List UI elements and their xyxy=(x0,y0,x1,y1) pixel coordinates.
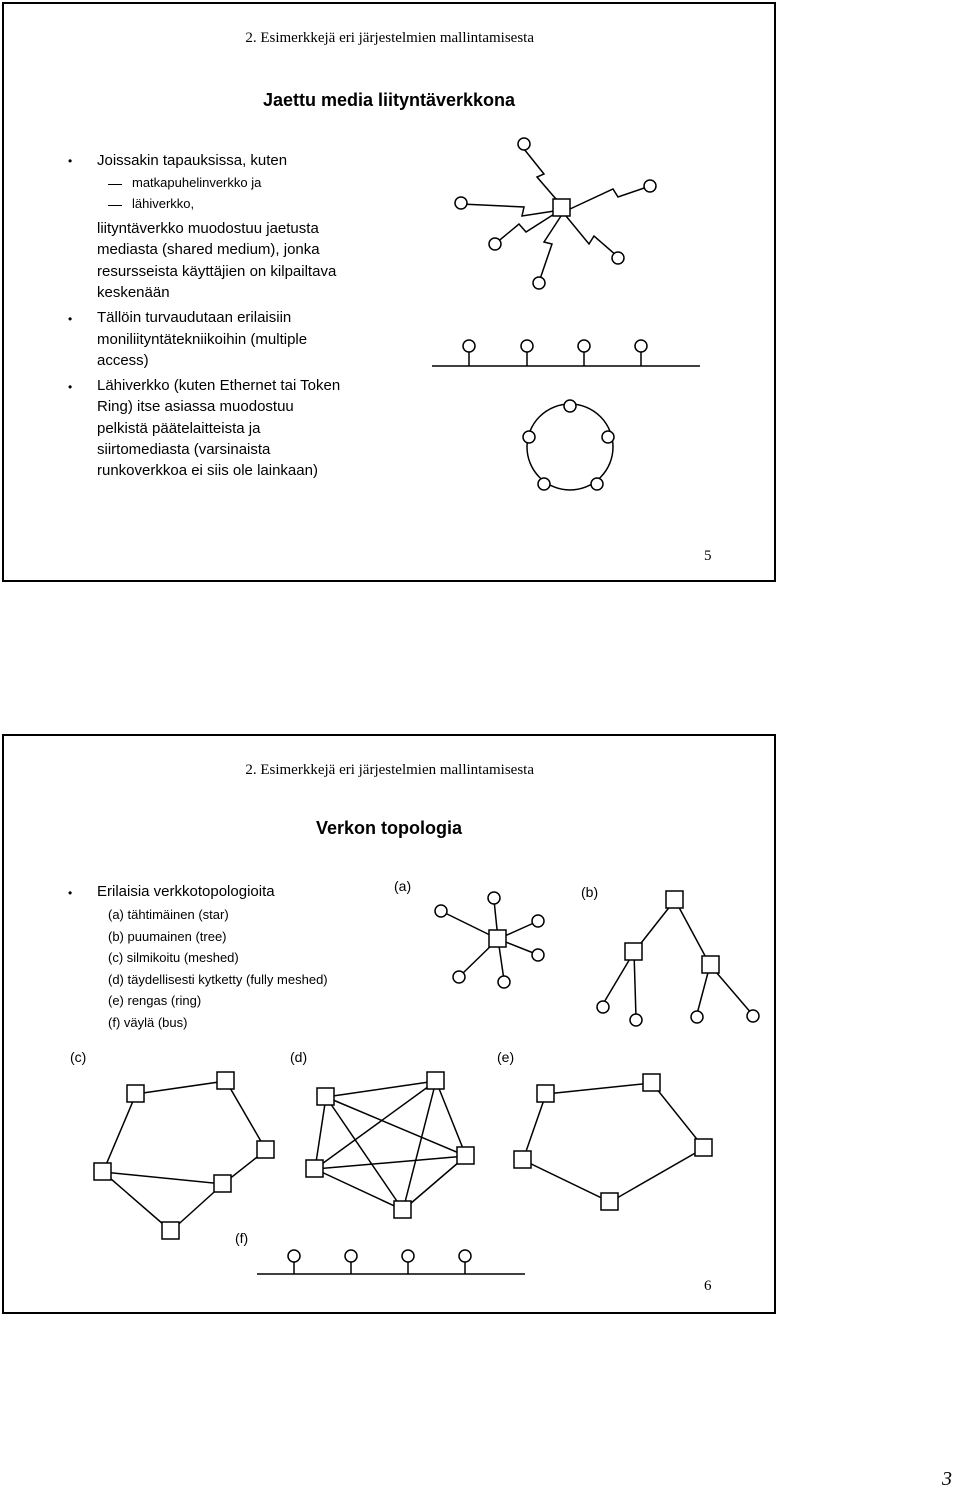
ring-node xyxy=(591,478,603,490)
mesh-node xyxy=(94,1163,111,1180)
terminal-node xyxy=(532,915,544,927)
mesh-node xyxy=(214,1175,231,1192)
diagram-label-a: (a) xyxy=(394,878,412,894)
bullet-dot: • xyxy=(68,154,73,168)
topology-diagrams xyxy=(4,736,778,1316)
list-item: (d) täydellisesti kytketty (fully meshed) xyxy=(108,972,328,987)
terminal-node xyxy=(453,971,465,983)
slide-5 xyxy=(2,2,776,582)
wireless-link xyxy=(539,216,561,282)
bullet-text: liityntäverkko muodostuu jaetusta xyxy=(97,220,319,237)
ring-node xyxy=(695,1139,712,1156)
list-item: (a) tähtimäinen (star) xyxy=(108,907,229,922)
terminal-node xyxy=(532,949,544,961)
bus-node xyxy=(635,340,647,352)
bullet-dot: • xyxy=(68,886,73,900)
ring-line xyxy=(527,404,613,490)
ring-node xyxy=(602,431,614,443)
ring-node xyxy=(643,1074,660,1091)
ring-node xyxy=(523,431,535,443)
full-mesh-node xyxy=(457,1147,474,1164)
network-diagrams xyxy=(4,4,778,584)
tree-node xyxy=(625,943,642,960)
slide-title: Jaettu media liityntäverkkona xyxy=(262,90,516,110)
terminal-node xyxy=(435,905,447,917)
full-mesh-node xyxy=(394,1201,411,1218)
diagram-label-e: (e) xyxy=(497,1049,515,1065)
wireless-link xyxy=(566,216,617,256)
bus-node xyxy=(402,1250,414,1262)
terminal-node xyxy=(533,277,545,289)
ring-node xyxy=(564,400,576,412)
terminal-node xyxy=(498,976,510,988)
bullet-text: moniliityntätekniikoihin (multiple xyxy=(97,331,308,348)
document-page-number: 3 xyxy=(942,1468,952,1490)
bullet-text: access) xyxy=(97,352,149,369)
bullet-text: keskenään xyxy=(97,284,170,301)
slide-title: Verkon topologia xyxy=(315,818,462,838)
bullet-text: pelkistä päätelaitteista ja xyxy=(97,420,261,437)
bullet-text: resursseista käyttäjien on kilpailtava xyxy=(97,263,337,280)
list-item: (c) silmikoitu (meshed) xyxy=(108,950,239,965)
leaf-node xyxy=(597,1001,609,1013)
ring-node xyxy=(538,478,550,490)
bullet-text: Ring) itse asiassa muodostuu xyxy=(97,398,294,415)
leaf-node xyxy=(691,1011,703,1023)
terminal-node xyxy=(644,180,656,192)
mesh-node xyxy=(162,1222,179,1239)
diagram-label-d: (d) xyxy=(290,1049,308,1065)
ring-node xyxy=(514,1151,531,1168)
leaf-node xyxy=(747,1010,759,1022)
ring-node xyxy=(537,1085,554,1102)
terminal-node xyxy=(488,892,500,904)
full-mesh-node xyxy=(306,1160,323,1177)
terminal-node xyxy=(612,252,624,264)
slide-header: 2. Esimerkkejä eri järjestelmien mallintamisesta xyxy=(245,762,534,778)
wireless-link xyxy=(570,186,650,209)
sub-item: lähiverkko, xyxy=(132,196,195,211)
bus-node xyxy=(578,340,590,352)
sub-item: matkapuhelinverkko ja xyxy=(132,175,262,190)
bullet-dot: • xyxy=(68,312,73,326)
tree-node xyxy=(702,956,719,973)
terminal-node xyxy=(518,138,530,150)
bullet-text: siirtomediasta (varsinaista xyxy=(97,441,271,458)
bullet-text: Tällöin turvaudutaan erilaisiin xyxy=(97,309,292,326)
slide-6 xyxy=(2,734,776,1314)
mesh-node xyxy=(127,1085,144,1102)
terminal-node xyxy=(489,238,501,250)
tree-node xyxy=(666,891,683,908)
bus-node xyxy=(459,1250,471,1262)
hub-node xyxy=(553,199,570,216)
page-number: 6 xyxy=(704,1278,712,1294)
mesh-node xyxy=(257,1141,274,1158)
slide-header: 2. Esimerkkejä eri järjestelmien mallintamisesta xyxy=(245,30,534,46)
bullet-text: Erilaisia verkkotopologioita xyxy=(97,883,275,900)
page-number: 5 xyxy=(704,548,712,564)
list-item: (f) väylä (bus) xyxy=(108,1015,188,1030)
hub-node xyxy=(489,930,506,947)
full-mesh-node xyxy=(427,1072,444,1089)
diagram-label-f: (f) xyxy=(235,1230,249,1246)
diagram-label-b: (b) xyxy=(581,884,599,900)
ring-node xyxy=(601,1193,618,1210)
leaf-node xyxy=(630,1014,642,1026)
list-item: (e) rengas (ring) xyxy=(108,993,202,1008)
bus-node xyxy=(345,1250,357,1262)
list-item: (b) puumainen (tree) xyxy=(108,929,227,944)
bullet-text: Lähiverkko (kuten Ethernet tai Token xyxy=(97,377,341,394)
bullet-text: mediasta (shared medium), jonka xyxy=(97,241,320,258)
terminal-node xyxy=(455,197,467,209)
diagram-label-c: (c) xyxy=(70,1049,87,1065)
bus-node xyxy=(288,1250,300,1262)
bullet-text: Joissakin tapauksissa, kuten xyxy=(97,152,288,169)
mesh-node xyxy=(217,1072,234,1089)
full-mesh-node xyxy=(317,1088,334,1105)
bus-node xyxy=(463,340,475,352)
bus-node xyxy=(521,340,533,352)
wireless-link xyxy=(461,204,561,216)
wireless-link xyxy=(524,149,562,206)
bullet-dot: • xyxy=(68,380,73,394)
bullet-text: runkoverkkoa ei siis ole lainkaan) xyxy=(97,462,318,479)
